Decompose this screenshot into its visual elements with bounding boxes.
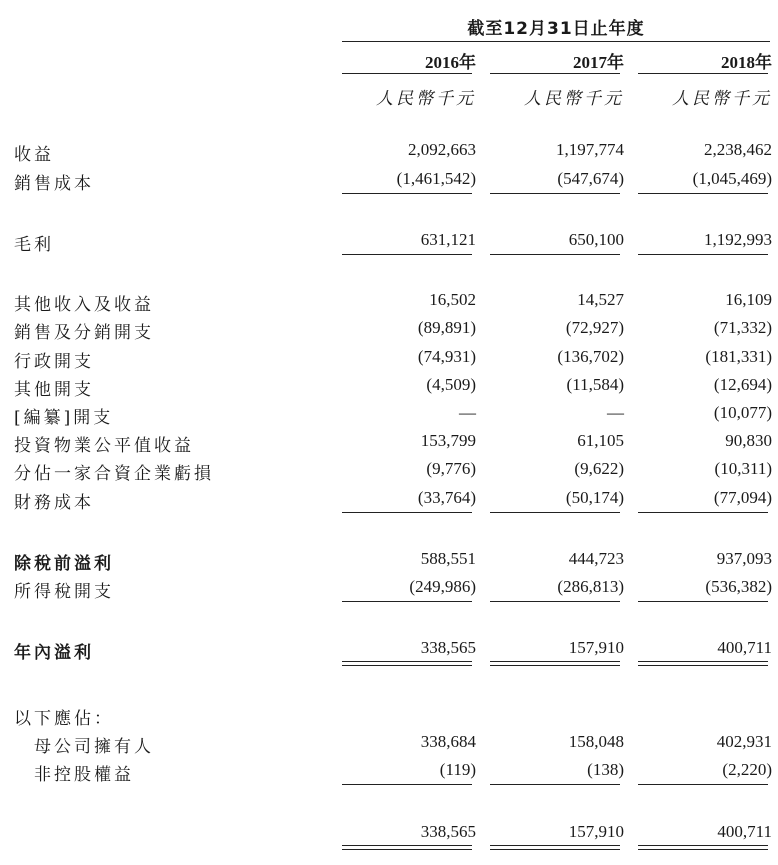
row-label-owners-of-parent: 母公司擁有人: [34, 737, 154, 757]
value-total-2016: 338,565: [420, 822, 476, 841]
value-cost-of-sales-2018: (1,045,469): [692, 169, 772, 188]
value-total-2017: 157,910: [568, 822, 624, 841]
double-rule-top: [342, 845, 472, 846]
value-income-tax-2017: (286,813): [557, 577, 624, 596]
double-rule-bottom: [342, 665, 472, 666]
value-fair-value-gain-2016: 153,799: [420, 431, 476, 450]
value-non-controlling-2016: (119): [439, 760, 476, 779]
double-rule-bottom: [342, 849, 472, 850]
value-cost-of-sales-2017: (547,674): [557, 169, 624, 188]
value-gross-profit-2017: 650,100: [568, 230, 624, 249]
value-jv-loss-2016: (9,776): [426, 459, 476, 478]
value-finance-costs-2018: (77,094): [713, 488, 772, 507]
value-revenue-2018: 2,238,462: [704, 140, 772, 159]
subtotal-rule: [342, 254, 472, 255]
double-rule-bottom: [638, 665, 768, 666]
row-label-finance-costs: 財務成本: [14, 493, 94, 513]
value-admin-expenses-2018: (181,331): [705, 347, 772, 366]
row-label-attributable-to: 以下應佔：: [14, 709, 114, 729]
value-profit-before-tax-2017: 444,723: [568, 549, 624, 568]
row-label-gross-profit: 毛利: [14, 235, 54, 255]
value-owners-of-parent-2016: 338,684: [420, 732, 476, 751]
subtotal-rule: [490, 784, 620, 785]
year-underline: [638, 73, 768, 74]
year-2016-heading: 2016年: [425, 53, 476, 72]
value-non-controlling-2017: (138): [587, 760, 624, 779]
value-owners-of-parent-2017: 158,048: [568, 732, 624, 751]
value-gross-profit-2016: 631,121: [420, 230, 476, 249]
row-label-selling-expenses: 銷售及分銷開支: [14, 323, 154, 343]
value-income-tax-2018: (536,382): [705, 577, 772, 596]
value-total-2018: 400,711: [717, 822, 772, 841]
value-other-expenses-2018: (12,694): [713, 375, 772, 394]
year-2017-heading: 2017年: [573, 53, 624, 72]
subtotal-rule: [490, 193, 620, 194]
value-profit-for-year-2018: 400,711: [717, 638, 772, 657]
double-rule-top: [342, 661, 472, 662]
double-rule-top: [638, 661, 768, 662]
value-non-controlling-2018: (2,220): [722, 760, 772, 779]
period-underline: [342, 41, 770, 42]
double-rule-bottom: [638, 849, 768, 850]
subtotal-rule: [342, 193, 472, 194]
year-underline: [490, 73, 620, 74]
row-label-non-controlling: 非控股權益: [34, 765, 134, 785]
row-label-redacted-expenses: [編纂]開支: [14, 408, 114, 428]
value-jv-loss-2018: (10,311): [714, 459, 772, 478]
value-admin-expenses-2017: (136,702): [557, 347, 624, 366]
value-admin-expenses-2016: (74,931): [417, 347, 476, 366]
value-revenue-2017: 1,197,774: [556, 140, 624, 159]
value-selling-expenses-2016: (89,891): [417, 318, 476, 337]
value-owners-of-parent-2018: 402,931: [716, 732, 772, 751]
value-fair-value-gain-2018: 90,830: [725, 431, 772, 450]
value-selling-expenses-2017: (72,927): [565, 318, 624, 337]
unit-label: 人民幣千元: [524, 89, 624, 109]
value-other-income-2017: 14,527: [577, 290, 624, 309]
subtotal-rule: [490, 512, 620, 513]
value-redacted-expenses-2018: (10,077): [713, 403, 772, 422]
value-other-expenses-2016: (4,509): [426, 375, 476, 394]
value-profit-before-tax-2016: 588,551: [420, 549, 476, 568]
row-label-revenue: 收益: [14, 145, 54, 165]
value-jv-loss-2017: (9,622): [574, 459, 624, 478]
subtotal-rule: [638, 254, 768, 255]
subtotal-rule: [342, 601, 472, 602]
row-label-profit-for-year: 年內溢利: [14, 643, 94, 663]
subtotal-rule: [638, 512, 768, 513]
row-label-cost-of-sales: 銷售成本: [14, 174, 94, 194]
value-other-income-2016: 16,502: [429, 290, 476, 309]
row-label-jv-loss: 分佔一家合資企業虧損: [14, 464, 214, 484]
row-label-profit-before-tax: 除稅前溢利: [14, 554, 114, 574]
value-redacted-expenses-2016: —: [459, 403, 476, 422]
double-rule-bottom: [490, 665, 620, 666]
value-profit-for-year-2017: 157,910: [568, 638, 624, 657]
row-label-income-tax: 所得稅開支: [14, 582, 114, 602]
row-label-other-income: 其他收入及收益: [14, 295, 154, 315]
value-fair-value-gain-2017: 61,105: [577, 431, 624, 450]
value-redacted-expenses-2017: —: [607, 403, 624, 422]
value-finance-costs-2017: (50,174): [565, 488, 624, 507]
year-underline: [342, 73, 472, 74]
value-selling-expenses-2018: (71,332): [713, 318, 772, 337]
double-rule-bottom: [490, 849, 620, 850]
value-cost-of-sales-2016: (1,461,542): [396, 169, 476, 188]
value-income-tax-2016: (249,986): [409, 577, 476, 596]
subtotal-rule: [490, 601, 620, 602]
row-label-fair-value-gain: 投資物業公平值收益: [14, 436, 194, 456]
value-profit-before-tax-2018: 937,093: [716, 549, 772, 568]
value-gross-profit-2018: 1,192,993: [704, 230, 772, 249]
double-rule-top: [638, 845, 768, 846]
subtotal-rule: [638, 601, 768, 602]
value-finance-costs-2016: (33,764): [417, 488, 476, 507]
value-other-expenses-2017: (11,584): [566, 375, 624, 394]
subtotal-rule: [638, 193, 768, 194]
value-profit-for-year-2016: 338,565: [420, 638, 476, 657]
row-label-admin-expenses: 行政開支: [14, 352, 94, 372]
period-heading: 截至12月31日止年度: [467, 19, 645, 39]
row-label-other-expenses: 其他開支: [14, 380, 94, 400]
year-2018-heading: 2018年: [721, 53, 772, 72]
unit-label: 人民幣千元: [376, 89, 476, 109]
value-revenue-2016: 2,092,663: [408, 140, 476, 159]
double-rule-top: [490, 661, 620, 662]
subtotal-rule: [638, 784, 768, 785]
subtotal-rule: [342, 512, 472, 513]
value-other-income-2018: 16,109: [725, 290, 772, 309]
double-rule-top: [490, 845, 620, 846]
unit-label: 人民幣千元: [672, 89, 772, 109]
subtotal-rule: [490, 254, 620, 255]
subtotal-rule: [342, 784, 472, 785]
